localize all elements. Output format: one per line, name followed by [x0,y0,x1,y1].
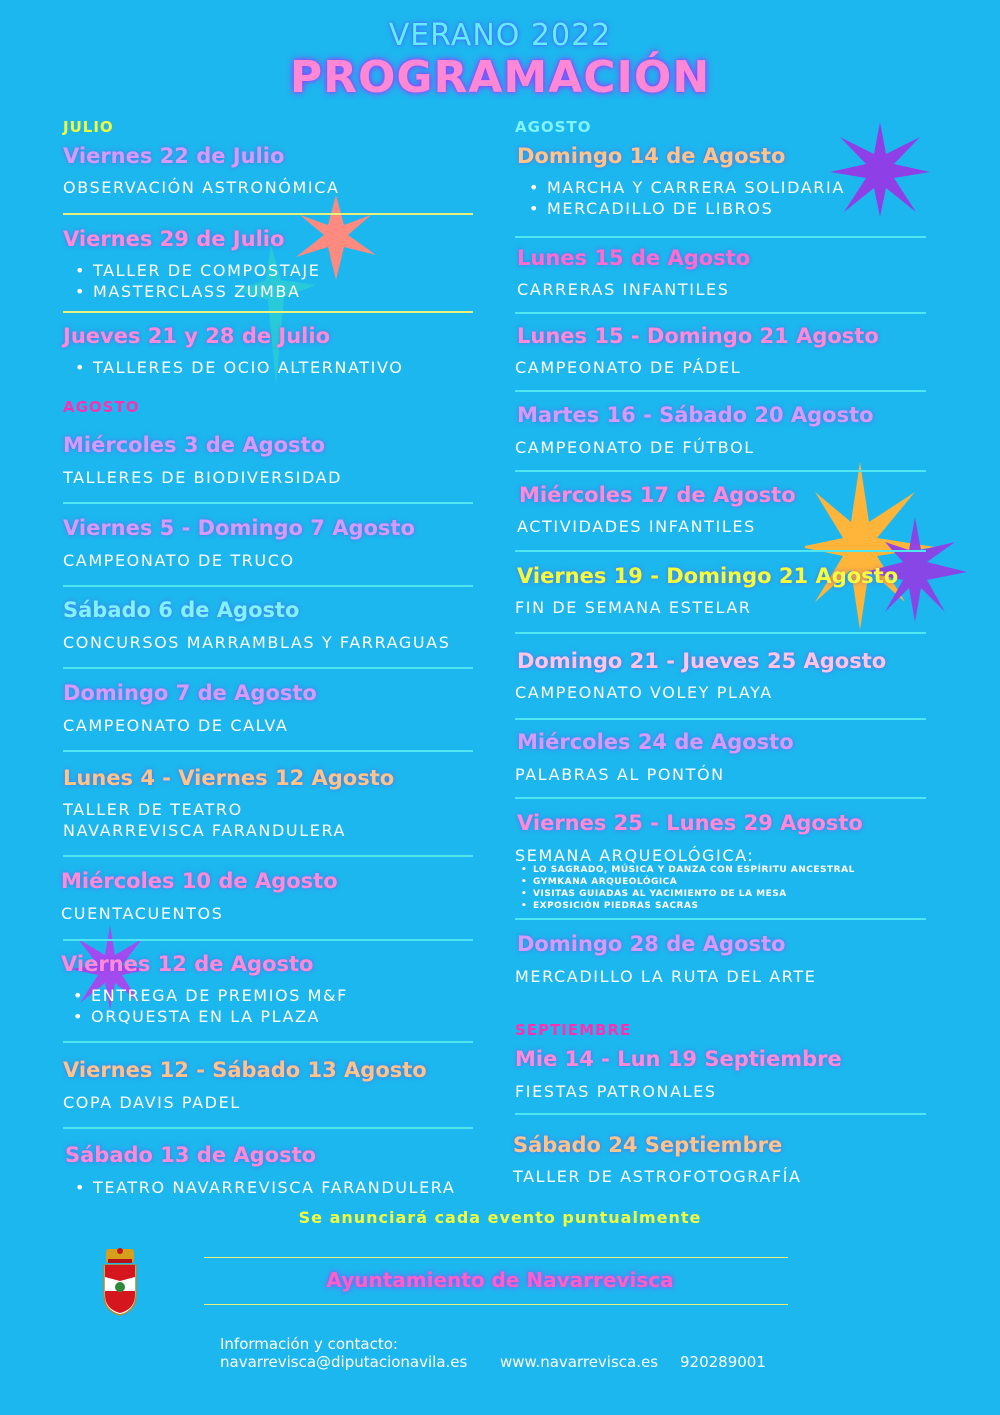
event-date: Domingo 14 de Agosto [517,144,786,168]
divider [515,550,926,552]
event-activity: COPA DAVIS PADEL [63,1093,241,1112]
event-activity: NAVARREVISCA FARANDULERA [63,821,347,840]
event-date: Viernes 5 - Domingo 7 Agosto [63,516,415,540]
star-decoration-icon [830,122,930,217]
bullet-item: • LO SAGRADO, MÚSICA Y DANZA CON ESPÍRITU ANCESTRAL [515,865,855,877]
bullet-item: • MARCHA Y CARRERA SOLIDARIA [517,178,845,199]
event-bullets [517,178,845,220]
contact-web-link[interactable]: www.navarrevisca.es [500,1353,659,1371]
page-title: PROGRAMACIÓN [289,52,711,103]
bullet-item: • ORQUESTA EN LA PLAZA [61,1007,348,1028]
divider [515,918,926,920]
event-date: Martes 16 - Sábado 20 Agosto [517,403,874,427]
bullet-item: • TALLERES DE OCIO ALTERNATIVO [63,358,403,379]
divider [515,470,926,472]
bullet-item: • MASTERCLASS ZUMBA [63,282,320,303]
bullet-item: • TEATRO NAVARREVISCA FARANDULERA [63,1178,455,1199]
event-date: Sábado 24 Septiembre [513,1133,783,1157]
event-date: Sábado 13 de Agosto [65,1143,317,1167]
divider [515,797,926,799]
month-label-julio: JULIO [63,118,114,136]
event-date: Miércoles 3 de Agosto [63,433,326,457]
divider [515,312,926,314]
month-label-septiembre: SEPTIEMBRE [515,1021,632,1039]
event-date: Domingo 28 de Agosto [517,932,786,956]
event-bullets [63,358,403,379]
event-activity: ACTIVIDADES INFANTILES [517,517,756,536]
event-date: Viernes 29 de Julio [63,227,285,251]
divider [63,667,473,669]
month-label-agosto: AGOSTO [63,398,140,416]
event-date: Domingo 7 de Agosto [63,681,317,705]
event-activity: PALABRAS AL PONTÓN [515,765,725,784]
divider [63,585,473,587]
bullet-item: • GYMKANA ARQUEOLÓGICA [515,877,855,889]
contact-phone: 920289001 [680,1353,766,1371]
event-activity: MERCADILLO LA RUTA DEL ARTE [515,967,817,986]
divider [515,236,926,238]
ayuntamiento-name: Ayuntamiento de Navarrevisca [326,1268,674,1292]
star-decoration-icon [805,462,970,632]
month-label-agosto: AGOSTO [515,118,592,136]
event-date: Lunes 15 de Agosto [517,246,751,270]
event-activity: CAMPEONATO DE TRUCO [63,551,295,570]
divider [204,1257,788,1258]
event-activity: OBSERVACIÓN ASTRONÓMICA [63,178,340,197]
event-activity: FIESTAS PATRONALES [515,1082,717,1101]
event-date: Domingo 21 - Jueves 25 Agosto [517,649,887,673]
divider [63,939,473,941]
event-date: Miércoles 10 de Agosto [61,869,338,893]
divider [63,502,473,504]
divider [63,311,473,313]
divider [63,1041,473,1043]
event-activity: CARRERAS INFANTILES [517,280,730,299]
event-activity: SEMANA ARQUEOLÓGICA: [515,846,755,865]
bullet-item: • TALLER DE COMPOSTAJE [63,261,320,282]
event-date: Jueves 21 y 28 de Julio [63,324,330,348]
divider [63,1127,473,1129]
event-bullets [63,1178,455,1199]
divider [515,718,926,720]
season-title: VERANO 2022 [388,18,612,53]
event-activity: CAMPEONATO DE FÚTBOL [515,438,755,457]
contact-label: Información y contacto: [220,1335,398,1353]
divider [515,632,926,634]
event-activity: TALLERES DE BIODIVERSIDAD [63,468,343,487]
event-activity: CONCURSOS MARRAMBLAS Y FARRAGUAS [63,633,451,652]
event-activity: CAMPEONATO DE CALVA [63,716,289,735]
event-activity: CAMPEONATO VOLEY PLAYA [515,683,773,702]
divider [204,1304,788,1305]
event-date: Miércoles 24 de Agosto [517,730,794,754]
event-date: Viernes 19 - Domingo 21 Agosto [517,564,899,588]
divider [515,390,926,392]
event-activity: CAMPEONATO DE PÁDEL [515,358,742,377]
event-date: Viernes 25 - Lunes 29 Agosto [517,811,863,835]
event-date: Viernes 22 de Julio [63,144,285,168]
event-date: Mie 14 - Lun 19 Septiembre [515,1047,842,1071]
event-date: Sábado 6 de Agosto [63,598,300,622]
event-bullets [515,865,855,913]
event-date: Viernes 12 de Agosto [61,952,314,976]
event-date: Miércoles 17 de Agosto [519,483,796,507]
contact-email-link[interactable]: navarrevisca@diputacionavila.es [220,1353,468,1371]
bullet-item: • ENTREGA DE PREMIOS M&F [61,986,348,1007]
event-date: Lunes 15 - Domingo 21 Agosto [517,324,879,348]
event-activity: TALLER DE ASTROFOTOGRAFÍA [513,1167,802,1186]
event-activity: CUENTACUENTOS [61,904,224,923]
divider [515,1113,926,1115]
event-activity: FIN DE SEMANA ESTELAR [515,598,752,617]
event-bullets [63,261,320,303]
bullet-item: • MERCADILLO DE LIBROS [517,199,845,220]
divider [63,213,473,215]
event-date: Lunes 4 - Viernes 12 Agosto [63,766,395,790]
bullet-item: • EXPOSICIÓN PIEDRAS SACRAS [515,901,855,913]
event-date: Viernes 12 - Sábado 13 Agosto [63,1058,427,1082]
announcement-note: Se anunciará cada evento puntualmente [298,1208,702,1227]
coat-of-arms-icon [100,1247,140,1317]
divider [63,750,473,752]
divider [63,855,473,857]
event-activity: TALLER DE TEATRO [63,800,243,819]
bullet-item: • VISITAS GUIADAS AL YACIMIENTO DE LA MESA [515,889,855,901]
event-bullets [61,986,348,1028]
